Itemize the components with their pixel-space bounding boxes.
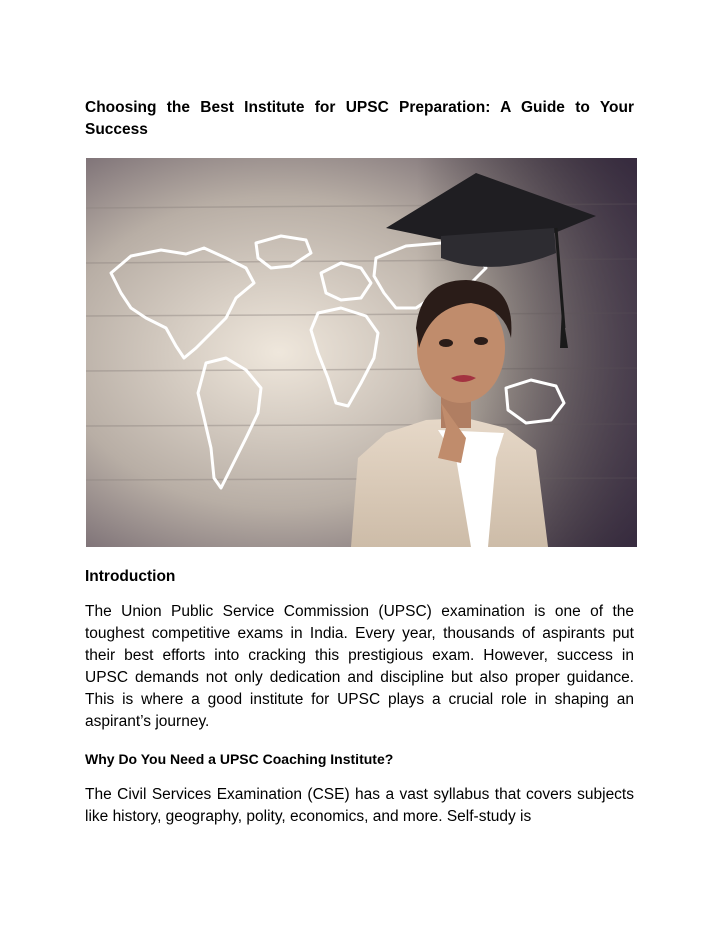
paragraph-introduction: The Union Public Service Commission (UPSC) examination is one of the toughest competitive exams in India. Every year, thousands of aspirants put their best efforts into cracking this prestigious exam. However, success in UPSC demands not only dedication and discipline but also proper guidance. This is where a good institute for UPSC plays a crucial role in shaping an aspirant’s journey. (85, 603, 634, 730)
document-title: Choosing the Best Institute for UPSC Preparation: A Guide to Your Success (85, 99, 634, 138)
section-heading-introduction: Introduction (85, 568, 176, 585)
graduate-woman-world-map-illustration (86, 158, 637, 547)
section-heading-why-coaching: Why Do You Need a UPSC Coaching Institute? (85, 751, 394, 767)
paragraph-why-coaching: The Civil Services Examination (CSE) has a vast syllabus that covers subjects like history, geography, polity, economics, and more. Self-study is (85, 786, 634, 825)
hero-image (86, 158, 637, 547)
